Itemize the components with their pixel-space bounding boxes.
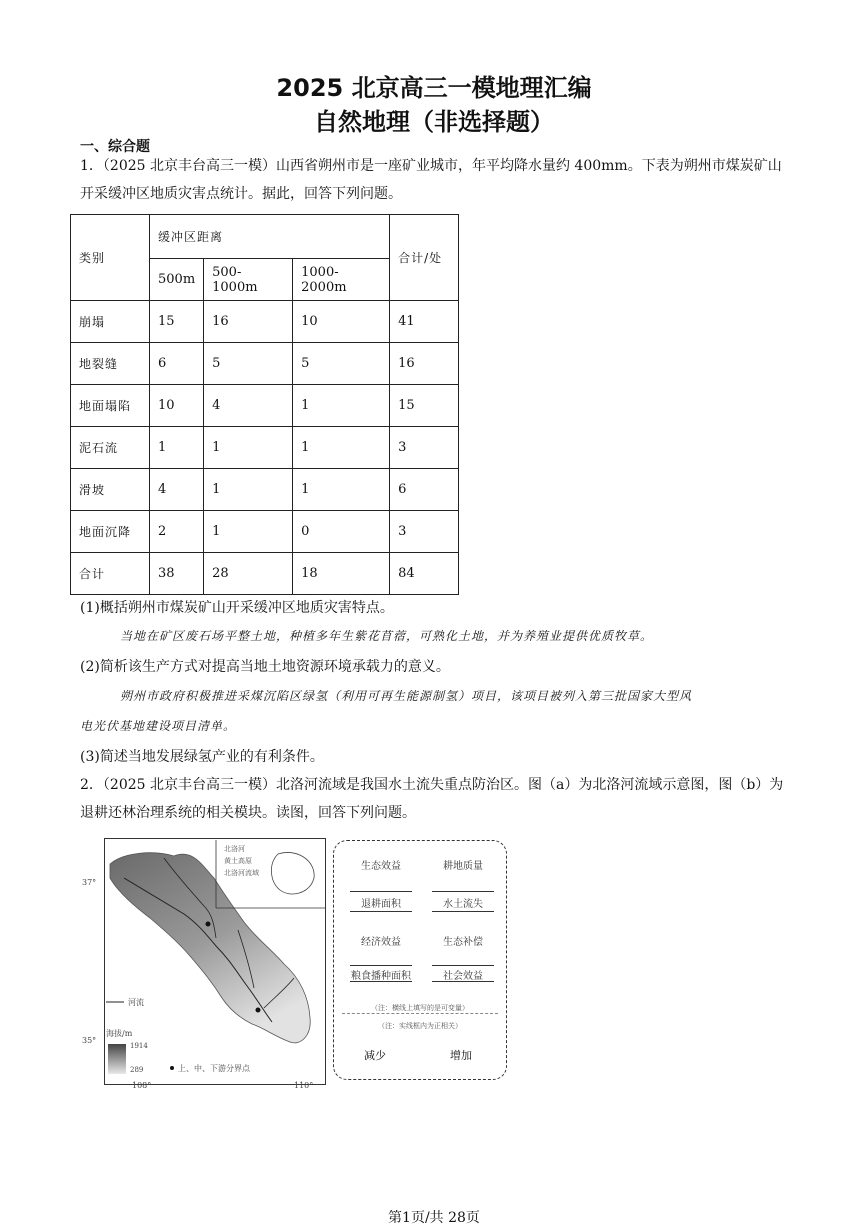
cell: 3 xyxy=(390,511,459,553)
table-subheader: 500-1000m xyxy=(204,259,293,301)
module-item: 耕地质量 xyxy=(443,861,483,872)
station-dot xyxy=(256,1008,261,1013)
module-card xyxy=(333,840,507,1080)
row-label: 合计 xyxy=(71,553,150,595)
page-subtitle: 自然地理（非选择题） xyxy=(314,108,554,136)
table-row xyxy=(71,343,459,385)
cell: 16 xyxy=(390,343,459,385)
table-subheader: 500m xyxy=(150,259,204,301)
divider-line xyxy=(432,981,494,982)
cell: 15 xyxy=(390,385,459,427)
divider-line xyxy=(350,965,412,966)
module-item: 粮食播种面积 xyxy=(351,971,411,982)
note-divider xyxy=(342,1013,498,1014)
cell: 10 xyxy=(293,301,390,343)
cell: 28 xyxy=(204,553,293,595)
page-footer: 第1页/共 28页 xyxy=(388,1210,480,1226)
cell: 5 xyxy=(293,343,390,385)
divider-line xyxy=(350,891,412,892)
row-label: 地裂缝 xyxy=(71,343,150,385)
inset-label-3: 北洛河流域 xyxy=(224,869,259,877)
label-decrease: 减少 xyxy=(364,1049,386,1062)
legend-station-label: 上、中、下游分界点 xyxy=(178,1064,250,1073)
section-heading: 一、综合题 xyxy=(80,139,150,155)
material-2-line-2: 电光伏基地建设项目清单。 xyxy=(80,719,237,733)
cell: 38 xyxy=(150,553,204,595)
table-row xyxy=(71,301,459,343)
material-1: 当地在矿区废石场平整土地，种植多年生紫花苜蓿，可熟化土地，并为养殖业提供优质牧草。 xyxy=(120,629,654,643)
table-row xyxy=(71,511,459,553)
cell: 6 xyxy=(150,343,204,385)
table-row xyxy=(71,385,459,427)
divider-line xyxy=(432,891,494,892)
table-header-buffer: 缓冲区距离 xyxy=(150,215,390,259)
cell: 2 xyxy=(150,511,204,553)
cell: 1 xyxy=(204,427,293,469)
table-row xyxy=(71,427,459,469)
legend-elevation-high: 1914 xyxy=(130,1042,148,1050)
table-subheader: 1000-2000m xyxy=(293,259,390,301)
question-1-part-1: (1)概括朔州市煤炭矿山开采缓冲区地质灾害特点。 xyxy=(80,600,394,616)
inset-label-2: 黄土高原 xyxy=(224,857,252,865)
table-row xyxy=(71,469,459,511)
legend-elevation-bar xyxy=(108,1044,126,1074)
table-row-total xyxy=(71,553,459,595)
label-increase: 增加 xyxy=(450,1049,472,1062)
cell: 16 xyxy=(204,301,293,343)
lat-label-bottom: 35° xyxy=(82,1036,97,1045)
cell: 3 xyxy=(390,427,459,469)
question-1-part-3: (3)简述当地发展绿氢产业的有利条件。 xyxy=(80,749,324,765)
cell: 10 xyxy=(150,385,204,427)
lat-label-top: 37° xyxy=(82,878,97,887)
module-item: 社会效益 xyxy=(443,971,483,982)
cell: 15 xyxy=(150,301,204,343)
inset-outline xyxy=(271,852,314,894)
lon-label-right: 110° xyxy=(294,1081,314,1090)
question-1-part-2: (2)简析该生产方式对提高当地土地资源环境承载力的意义。 xyxy=(80,659,450,675)
inset-label-1: 北洛河 xyxy=(224,845,245,853)
cell: 5 xyxy=(204,343,293,385)
hazard-table xyxy=(70,214,459,595)
legend-river-label: 河流 xyxy=(128,998,144,1007)
note-1: （注：横线上填写的是可变量） xyxy=(371,1004,469,1012)
legend-elevation-low: 289 xyxy=(130,1066,144,1074)
cell: 1 xyxy=(150,427,204,469)
divider-line xyxy=(350,981,412,982)
cell: 0 xyxy=(293,511,390,553)
legend-elevation-title: 海拔/m xyxy=(106,1029,133,1038)
cell: 1 xyxy=(204,511,293,553)
row-label: 崩塌 xyxy=(71,301,150,343)
question-2-intro: 2．（2025 北京丰台高三一模）北洛河流域是我国水土流失重点防治区。图（a）为北洛河流域示意图，图（b）为退耕还林治理系统的相关模块。读图，回答下列问题。 xyxy=(80,777,784,821)
cell: 84 xyxy=(390,553,459,595)
divider-line xyxy=(350,911,412,912)
lon-label-left: 108° xyxy=(132,1081,152,1090)
basin-map xyxy=(104,838,326,1090)
note-2: （注：实线框内为正相关） xyxy=(378,1022,462,1030)
cell: 4 xyxy=(150,469,204,511)
basin-area xyxy=(110,853,310,1043)
module-item: 退耕面积 xyxy=(361,899,401,910)
cell: 18 xyxy=(293,553,390,595)
row-label: 地面沉降 xyxy=(71,511,150,553)
cell: 41 xyxy=(390,301,459,343)
divider-line xyxy=(432,965,494,966)
module-item: 经济效益 xyxy=(361,937,401,948)
module-item: 生态效益 xyxy=(361,861,401,872)
table-header-total: 合计/处 xyxy=(390,215,459,301)
basin-map-figure xyxy=(82,838,326,1090)
cell: 4 xyxy=(204,385,293,427)
page-title: 2025 北京高三一模地理汇编 xyxy=(276,74,592,102)
cell: 1 xyxy=(204,469,293,511)
divider-line xyxy=(432,911,494,912)
table-header-category: 类别 xyxy=(71,215,150,301)
row-label: 地面塌陷 xyxy=(71,385,150,427)
cell: 6 xyxy=(390,469,459,511)
row-label: 滑坡 xyxy=(71,469,150,511)
material-2-line-1: 朔州市政府积极推进采煤沉陷区绿氢（利用可再生能源制氢）项目，该项目被列入第三批国家大型风 xyxy=(120,689,693,703)
question-1-intro: 1．（2025 北京丰台高三一模）山西省朔州市是一座矿业城市，年平均降水量约 400mm。下表为朔州市煤炭矿山开采缓冲区地质灾害点统计。据此，回答下列问题。 xyxy=(80,158,782,202)
legend-station-dot xyxy=(170,1066,174,1070)
cell: 1 xyxy=(293,427,390,469)
cell: 1 xyxy=(293,385,390,427)
module-item: 生态补偿 xyxy=(443,937,483,948)
station-dot xyxy=(206,922,211,927)
row-label: 泥石流 xyxy=(71,427,150,469)
cell: 1 xyxy=(293,469,390,511)
module-item: 水土流失 xyxy=(443,899,483,910)
